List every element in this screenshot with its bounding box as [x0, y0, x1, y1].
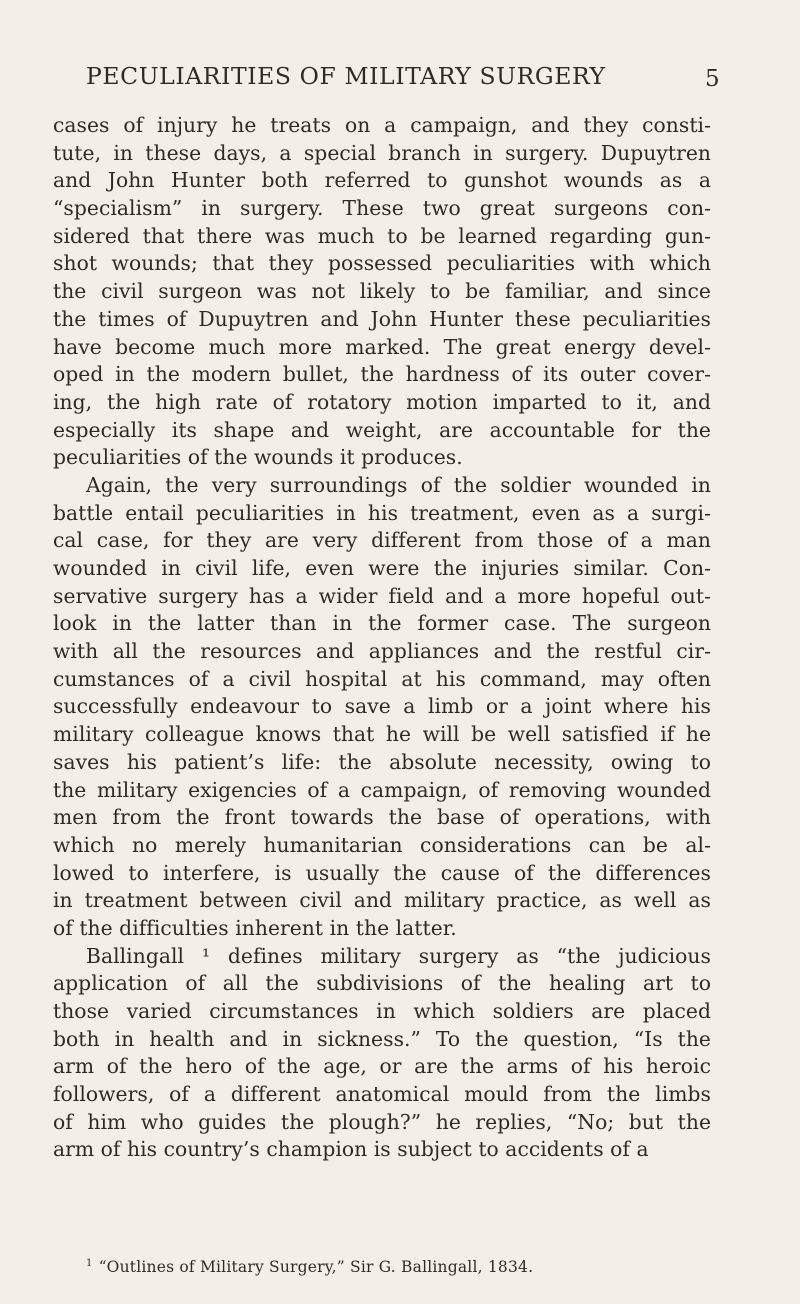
text-line: arm of the hero of the age, or are the arms of his heroic	[53, 1054, 711, 1079]
text-line: servative surgery has a wider field and a more hopeful out-	[53, 583, 711, 608]
text-line: men from the front towards the base of operations, with	[53, 805, 711, 830]
text-line: which no merely humanitarian considerations can be al-	[53, 832, 711, 857]
text-line: “specialism” in surgery. These two great surgeons con-	[53, 196, 711, 221]
text-line: of him who guides the plough?” he replies, “No; but the	[53, 1109, 711, 1134]
text-line: military colleague knows that he will be well satisfied if he	[53, 722, 711, 747]
text-line: cases of injury he treats on a campaign, and they consti-	[53, 113, 711, 137]
footnote	[86, 1258, 533, 1276]
text-line: lowed to interfere, is usually the cause of the differences	[53, 860, 711, 885]
running-head-title: PECULIARITIES OF MILITARY SURGERY	[86, 62, 606, 90]
text-line: sidered that there was much to be learned regarding gun-	[53, 223, 711, 248]
text-line: the civil surgeon was not likely to be familiar, and since	[53, 279, 711, 304]
text-line: battle entail peculiarities in his treatment, even as a surgi-	[53, 500, 711, 525]
text-line: application of all the subdivisions of the healing art to	[53, 971, 711, 996]
text-line: shot wounds; that they possessed peculiarities with which	[53, 251, 711, 276]
running-head	[86, 62, 706, 90]
text-line: successfully endeavour to save a limb or a joint where his	[53, 694, 711, 719]
text-line: the military exigencies of a campaign, of removing wounded	[53, 777, 711, 802]
footnote-text: “Outlines of Military Surgery,” Sir G. Ballingall, 1834.	[98, 1258, 534, 1277]
text-line: arm of his country’s champion is subject to accidents of a	[53, 1137, 649, 1162]
text-line: ing, the high rate of rotatory motion imparted to it, and	[53, 389, 711, 414]
text-line: in treatment between civil and military practice, as well as	[53, 888, 711, 913]
text-line: and John Hunter both referred to gunshot wounds as a	[53, 168, 711, 193]
body-text	[53, 112, 711, 1164]
text-line: wounded in civil life, even were the injuries similar. Con-	[53, 556, 711, 580]
text-line: the times of Dupuytren and John Hunter these peculiarities	[53, 306, 711, 331]
text-line: those varied circumstances in which soldiers are placed	[53, 999, 711, 1023]
text-line: Again, the very surroundings of the soldier wounded in	[86, 472, 711, 497]
page-number: 5	[705, 66, 720, 92]
text-line: saves his patient’s life: the absolute necessity, owing to	[53, 749, 711, 774]
text-line: both in health and in sickness.” To the question, “Is the	[53, 1026, 711, 1051]
text-line: oped in the modern bullet, the hardness of its outer cover-	[53, 362, 711, 387]
text-line: cal case, for they are very different from those of a man	[53, 528, 711, 553]
text-line: have become much more marked. The great energy devel-	[53, 334, 711, 359]
text-line: Ballingall ¹ defines military surgery as “the judicious	[86, 943, 711, 968]
text-line: followers, of a different anatomical mould from the limbs	[53, 1082, 711, 1107]
text-line: with all the resources and appliances and the restful cir-	[53, 639, 711, 664]
text-line: peculiarities of the wounds it produces.	[53, 445, 463, 470]
text-line: tute, in these days, a special branch in surgery. Dupuytren	[53, 140, 711, 165]
text-line: cumstances of a civil hospital at his command, may often	[53, 666, 711, 691]
footnote-marker: 1	[86, 1258, 93, 1269]
text-line: look in the latter than in the former case. The surgeon	[53, 611, 711, 636]
text-line: especially its shape and weight, are accountable for the	[53, 417, 711, 442]
text-line: of the difficulties inherent in the latter.	[53, 915, 457, 940]
